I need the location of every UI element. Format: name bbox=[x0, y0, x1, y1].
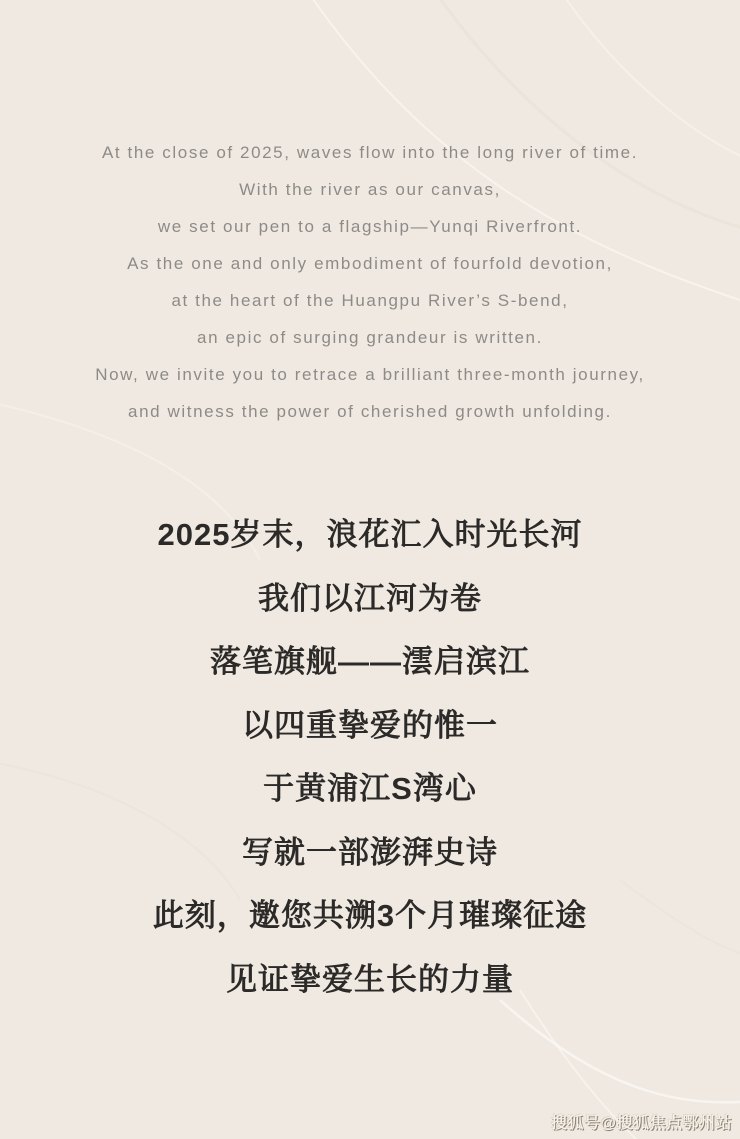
english-poem-line: and witness the power of cherished growth unfolding. bbox=[128, 402, 612, 421]
english-poem-line: an epic of surging grandeur is written. bbox=[197, 328, 543, 347]
english-poem-line: at the heart of the Huangpu River’s S-bend, bbox=[171, 291, 569, 310]
chinese-poem-line: 见证挚爱生长的力量 bbox=[226, 961, 514, 997]
english-poem-line: At the close of 2025, waves flow into the long river of time. bbox=[101, 143, 639, 162]
chinese-poem-line: 以四重挚爱的惟一 bbox=[242, 707, 498, 743]
sohu-watermark: 搜狐号@搜狐焦点鄂州站 bbox=[550, 1115, 732, 1132]
chinese-poem-line: 写就一部澎湃史诗 bbox=[242, 834, 498, 870]
chinese-poem-line: 于黄浦江S湾心 bbox=[263, 771, 477, 806]
chinese-poem-line: 此刻，邀您共溯3个月璀璨征途 bbox=[152, 898, 588, 933]
english-poem-line: As the one and only embodiment of fourfold devotion, bbox=[127, 254, 613, 273]
english-poem-line: Now, we invite you to retrace a brilliant three-month journey, bbox=[95, 365, 645, 384]
chinese-poem-block bbox=[0, 503, 740, 1011]
english-poem-block bbox=[0, 134, 740, 430]
chinese-poem-line: 我们以江河为卷 bbox=[258, 580, 482, 616]
english-poem-line: With the river as our canvas, bbox=[239, 180, 501, 199]
english-poem-line: we set our pen to a flagship—Yunqi Riverfront. bbox=[157, 217, 583, 236]
chinese-poem-line: 落笔旗舰——澐启滨江 bbox=[210, 644, 530, 679]
chinese-poem-line: 2025岁末，浪花汇入时光长河 bbox=[157, 517, 583, 552]
